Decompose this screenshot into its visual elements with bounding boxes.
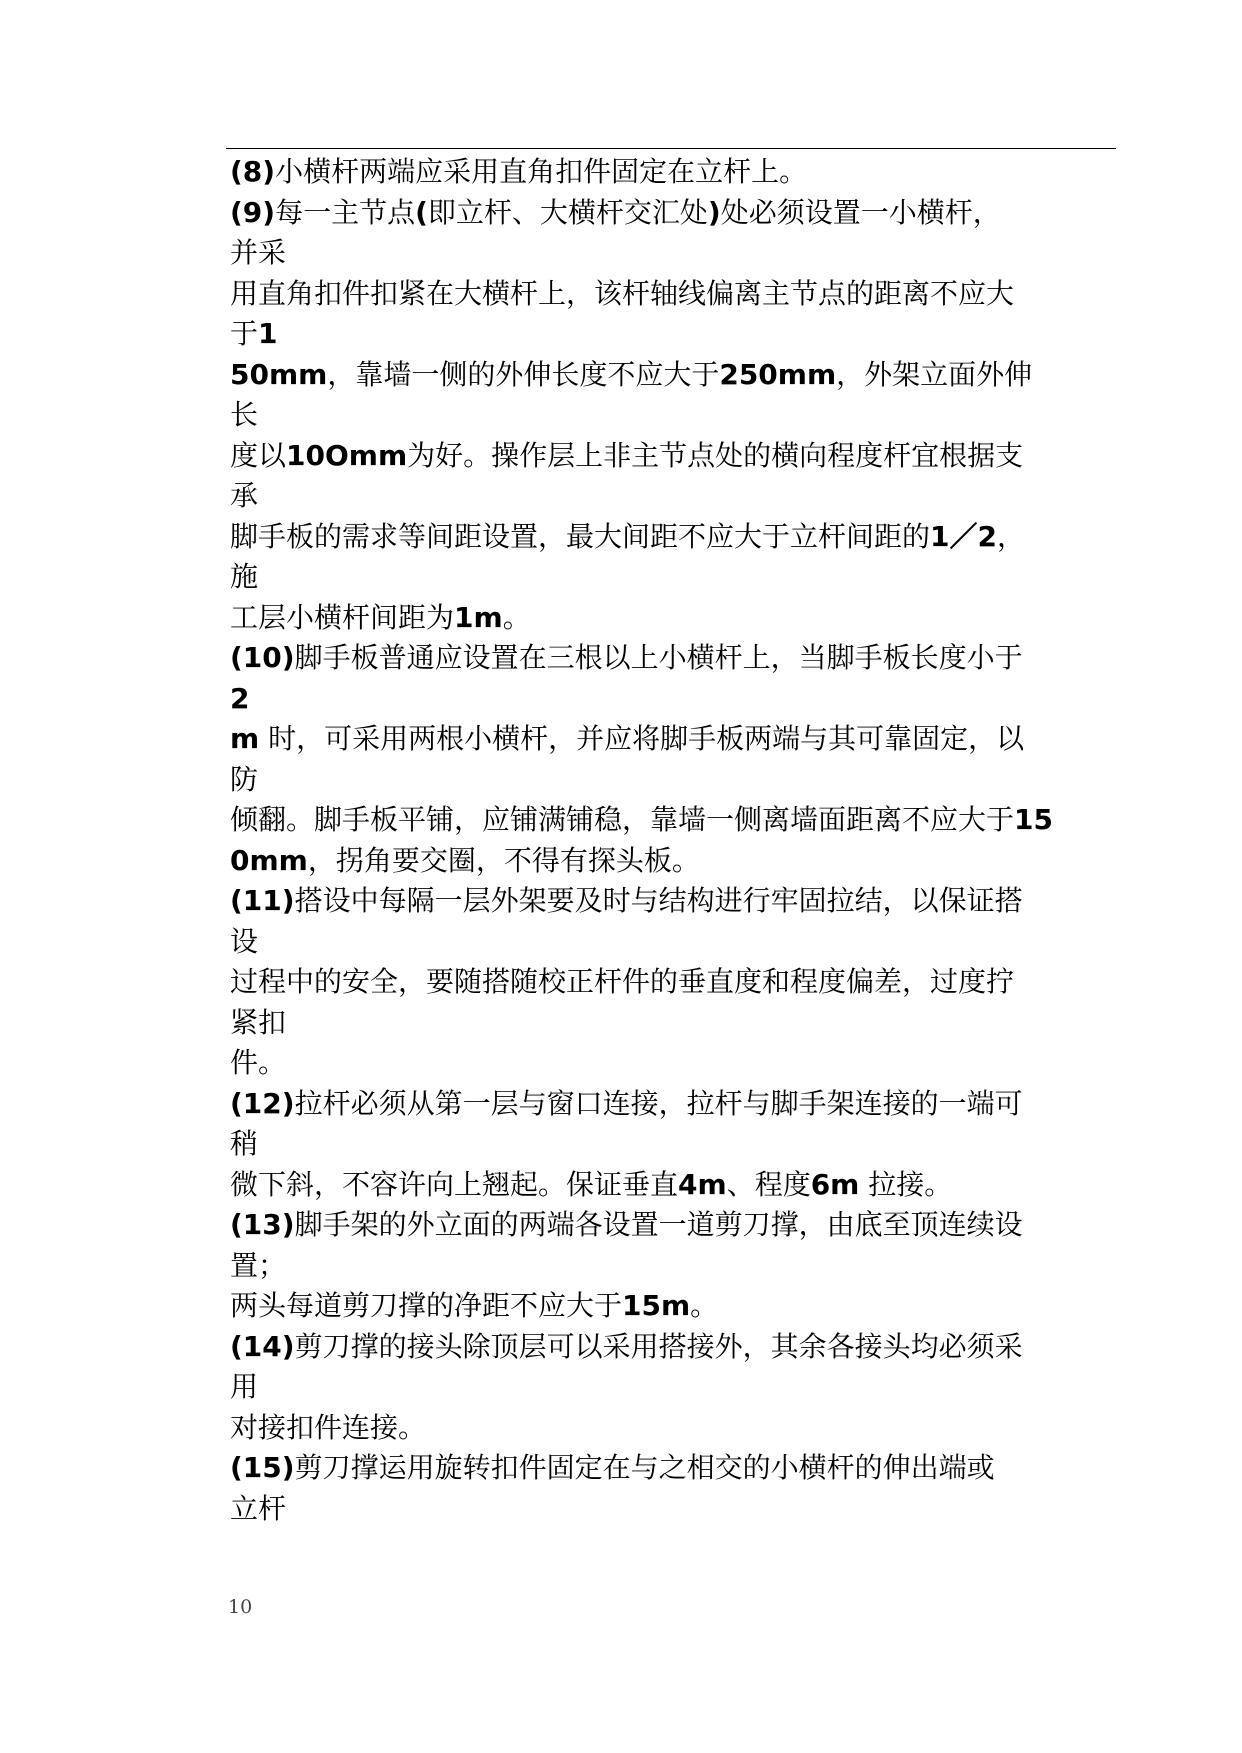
text-line: 过程中的安全，要随搭随校正杆件的垂直度和程度偏差，过度拧 [230, 965, 1015, 998]
text-line: (8)小横杆两端应采用直角扣件固定在立杆上。 [230, 155, 808, 188]
text-line: (10)脚手板普通应设置在三根以上小横杆上，当脚手板长度小于 [230, 641, 1023, 674]
text-line: 度以10Omm为好。操作层上非主节点处的横向程度杆宜根据支 [230, 438, 1024, 472]
page-number: 10 [228, 1596, 253, 1618]
text-line: 脚手板的需求等间距设置，最大间距不应大于立杆间距的1／2， [230, 519, 1025, 553]
text-line: 立杆 [230, 1491, 287, 1525]
text-line: 承 [230, 479, 259, 512]
text-line: 0mm，拐角要交圈，不得有探头板。 [230, 843, 700, 877]
text-line: 微下斜，不容许向上翘起。保证垂直4m、程度6m 拉接。 [230, 1167, 953, 1201]
text-line: 件。 [230, 1046, 287, 1079]
text-line: (13)脚手架的外立面的两端各设置一道剪刀撑，由底至顶连续设 [230, 1208, 1023, 1241]
text-line: 工层小横杆间距为1m。 [230, 600, 531, 634]
text-line: 并采 [230, 236, 287, 269]
header-rule [226, 148, 1116, 149]
text-line: (11)搭设中每隔一层外架要及时与结构进行牢固拉结，以保证搭 [230, 884, 1023, 917]
text-line: 置； [230, 1248, 287, 1282]
text-line: 50mm，靠墙一侧的外伸长度不应大于250mm，外架立面外伸 [230, 357, 1033, 391]
text-line: 于1 [230, 317, 278, 350]
text-line: 用 [230, 1370, 259, 1403]
text-line: 长 [230, 398, 259, 431]
text-line: 对接扣件连接。 [230, 1410, 427, 1444]
text-line: 倾翻。脚手板平铺，应铺满铺稳，靠墙一侧离墙面距离不应大于15 [230, 803, 1053, 836]
text-line: (15)剪刀撑运用旋转扣件固定在与之相交的小横杆的伸出端或 [230, 1451, 995, 1484]
text-line: 紧扣 [230, 1005, 287, 1039]
text-line: 防 [230, 762, 259, 796]
text-line: 2 [230, 681, 250, 715]
text-line: (14)剪刀撑的接头除顶层可以采用搭接外，其余各接头均必须采 [230, 1329, 1023, 1363]
text-line: m 时，可采用两根小横杆，并应将脚手板两端与其可靠固定，以 [230, 722, 1025, 755]
text-line: 设 [230, 924, 259, 958]
text-line: 稍 [230, 1127, 259, 1160]
text-line: (12)拉杆必须从第一层与窗口连接，拉杆与脚手架连接的一端可 [230, 1086, 1023, 1120]
text-line: (9)每一主节点(即立杆、大横杆交汇处)处必须设置一小横杆， [230, 195, 1001, 229]
text-line: 两头每道剪刀撑的净距不应大于15m。 [230, 1289, 719, 1322]
text-line: 用直角扣件扣紧在大横杆上，该杆轴线偏离主节点的距离不应大 [230, 276, 1015, 310]
document-body [230, 152, 1130, 1529]
text-line: 施 [230, 560, 259, 593]
